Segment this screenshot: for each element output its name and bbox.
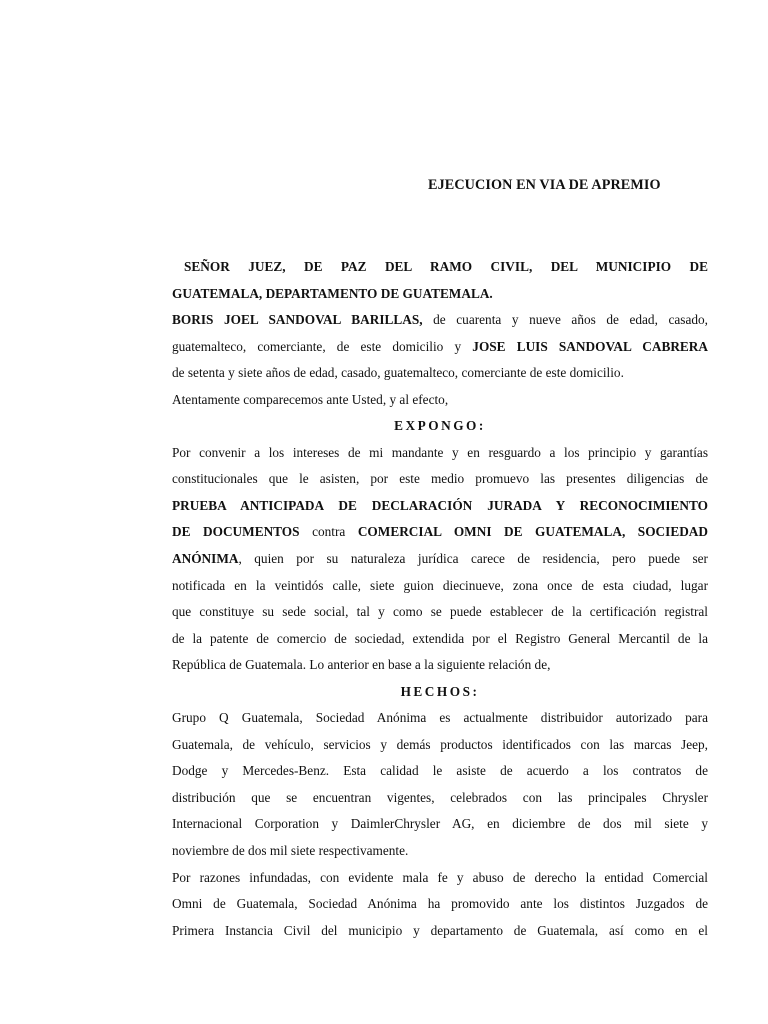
- parties-line-2: [172, 334, 708, 361]
- document-body: [172, 254, 708, 944]
- expongo-bold-b: COMERCIAL OMNI DE GUATEMALA, SOCIEDAD: [357, 524, 708, 540]
- party-text-1: de cuarenta y nueve años de edad, casado,: [422, 312, 708, 328]
- expongo-line-9: República de Guatemala. Lo anterior en base a la siguiente relación de,: [172, 657, 551, 673]
- expongo-bold-anonima: ANÓNIMA: [172, 551, 239, 567]
- parties-line-1: [172, 307, 708, 334]
- expongo-line-6: notificada en la veintidós calle, siete guion diecinueve, zona once de esta ciudad, lugar: [172, 577, 708, 593]
- heading-hechos: HECHOS:: [400, 683, 480, 699]
- hechos-line-5: Internacional Corporation y DaimlerChrysler AG, en diciembre de dos mil siete y: [172, 816, 708, 832]
- expongo-line-1: Por convenir a los intereses de mi mandante y en resguardo a los principio y garantías: [172, 444, 708, 460]
- hechos-line-2: Guatemala, de vehículo, servicios y demás productos identificados con las marcas Jeep,: [172, 736, 708, 752]
- hechos-line-7: Por razones infundadas, con evidente mala fe y abuso de derecho la entidad Comercial: [172, 869, 708, 885]
- expongo-line-8: de la patente de comercio de sociedad, extendida por el Registro General Mercantil de la: [172, 630, 708, 646]
- document-title: EJECUCION EN VIA DE APREMIO: [428, 177, 661, 193]
- address-line-1: SEÑOR JUEZ, DE PAZ DEL RAMO CIVIL, DEL MUNICIPIO DE: [184, 259, 708, 274]
- expongo-line-2: constitucionales que le asisten, por este medio promuevo las presentes diligencias de: [172, 471, 708, 487]
- hechos-line-1: Grupo Q Guatemala, Sociedad Anónima es actualmente distribuidor autorizado para: [172, 710, 708, 726]
- hechos-line-8: Omni de Guatemala, Sociedad Anónima ha promovido ante los distintos Juzgados de: [172, 896, 708, 912]
- expongo-line-4: [172, 519, 708, 546]
- party-text-2: guatemalteco, comerciante, de este domicilio y: [172, 338, 473, 354]
- expongo-text-5: , quien por su naturaleza jurídica carece de residencia, pero puede ser: [238, 551, 708, 567]
- hechos-line-9: Primera Instancia Civil del municipio y departamento de Guatemala, así como en el: [172, 922, 708, 938]
- expongo-text-contra: contra: [299, 524, 358, 540]
- parties-line-4: Atentamente comparecemos ante Usted, y al efecto,: [172, 391, 449, 407]
- expongo-line-3: PRUEBA ANTICIPADA DE DECLARACIÓN JURADA Y RECONOCIMIENTO: [172, 497, 708, 513]
- hechos-line-6: noviembre de dos mil siete respectivamente.: [172, 843, 409, 859]
- party-name-2: JOSE LUIS SANDOVAL CABRERA: [472, 338, 708, 354]
- hechos-line-3: Dodge y Mercedes-Benz. Esta calidad le asiste de acuerdo a los contratos de: [172, 763, 708, 779]
- heading-expongo: EXPONGO:: [394, 418, 486, 434]
- expongo-line-7: que constituye su sede social, tal y como se puede establecer de la certificación registral: [172, 604, 708, 620]
- party-name-1: BORIS JOEL SANDOVAL BARILLAS,: [172, 312, 423, 328]
- parties-line-3: de setenta y siete años de edad, casado, guatemalteco, comerciante de este domicilio.: [172, 365, 624, 381]
- expongo-line-5: [172, 546, 708, 573]
- hechos-line-4: distribución que se encuentran vigentes, celebrados con las principales Chrysler: [172, 789, 708, 805]
- address-line-2: GUATEMALA, DEPARTAMENTO DE GUATEMALA.: [172, 285, 493, 301]
- expongo-bold-a: DE DOCUMENTOS: [172, 524, 300, 540]
